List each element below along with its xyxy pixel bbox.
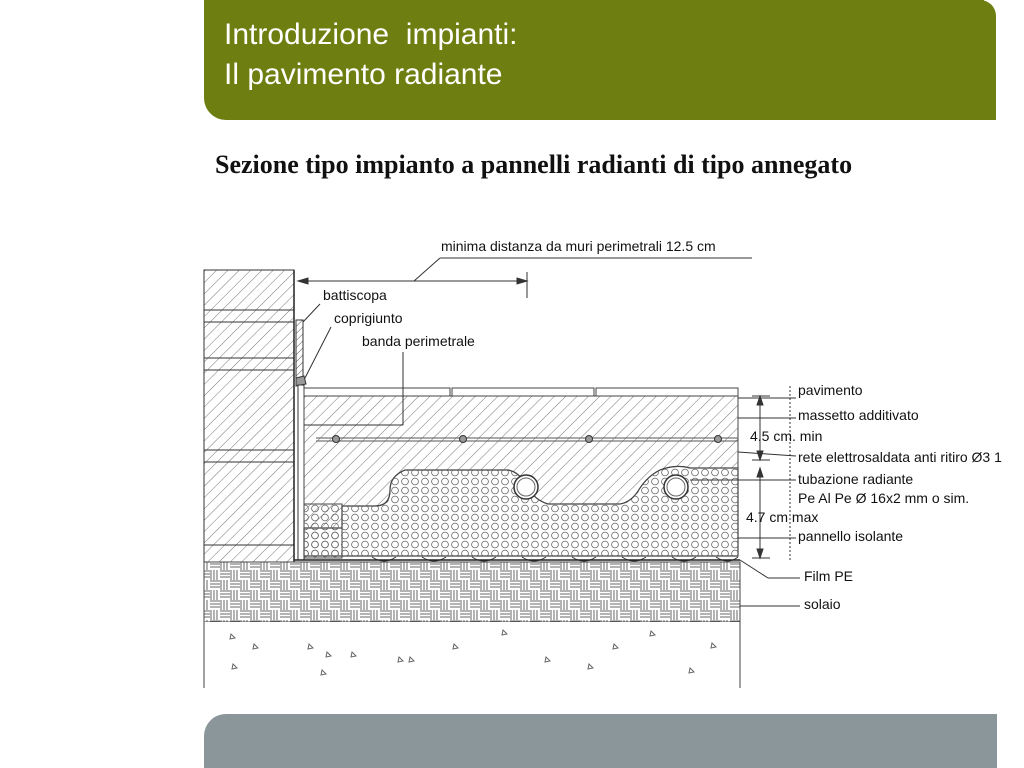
label-battiscopa: battiscopa: [323, 287, 387, 303]
label-tubazione-spec: Pe Al Pe Ø 16x2 mm o sim.: [798, 490, 970, 506]
title-line-1: Introduzione impianti:: [224, 18, 518, 51]
label-dimension-45: 4.5 cm. min: [750, 428, 823, 444]
title-line-2: Il pavimento radiante: [224, 58, 503, 91]
skirting-board: [296, 320, 303, 382]
perimeter-band: [298, 385, 304, 560]
label-min-distance: minima distanza da muri perimetrali 12.5 cm: [441, 238, 716, 254]
label-pannello: pannello isolante: [798, 528, 904, 544]
floor-finish-layer: [304, 388, 738, 396]
perimeter-wall: [204, 270, 294, 562]
insulation-edge: [304, 504, 342, 558]
label-rete: rete elettrosaldata anti ritiro Ø3 1: [798, 449, 1002, 465]
label-solaio: solaio: [804, 596, 841, 612]
label-coprigiunto: coprigiunto: [334, 310, 403, 326]
label-dimension-47: 4.7 cm max: [746, 509, 819, 525]
label-film-pe: Film PE: [804, 568, 853, 584]
section-subtitle: Sezione tipo impianto a pannelli radianti di tipo annegato: [215, 150, 853, 179]
concrete-base: [204, 622, 740, 688]
slab-layer: [204, 562, 740, 622]
label-banda-perimetrale: banda perimetrale: [362, 333, 475, 349]
label-massetto: massetto additivato: [798, 407, 919, 423]
right-dimensions: [752, 386, 790, 561]
label-pavimento: pavimento: [798, 382, 863, 398]
footer-bar: [204, 714, 997, 768]
label-tubazione: tubazione radiante: [798, 471, 914, 487]
